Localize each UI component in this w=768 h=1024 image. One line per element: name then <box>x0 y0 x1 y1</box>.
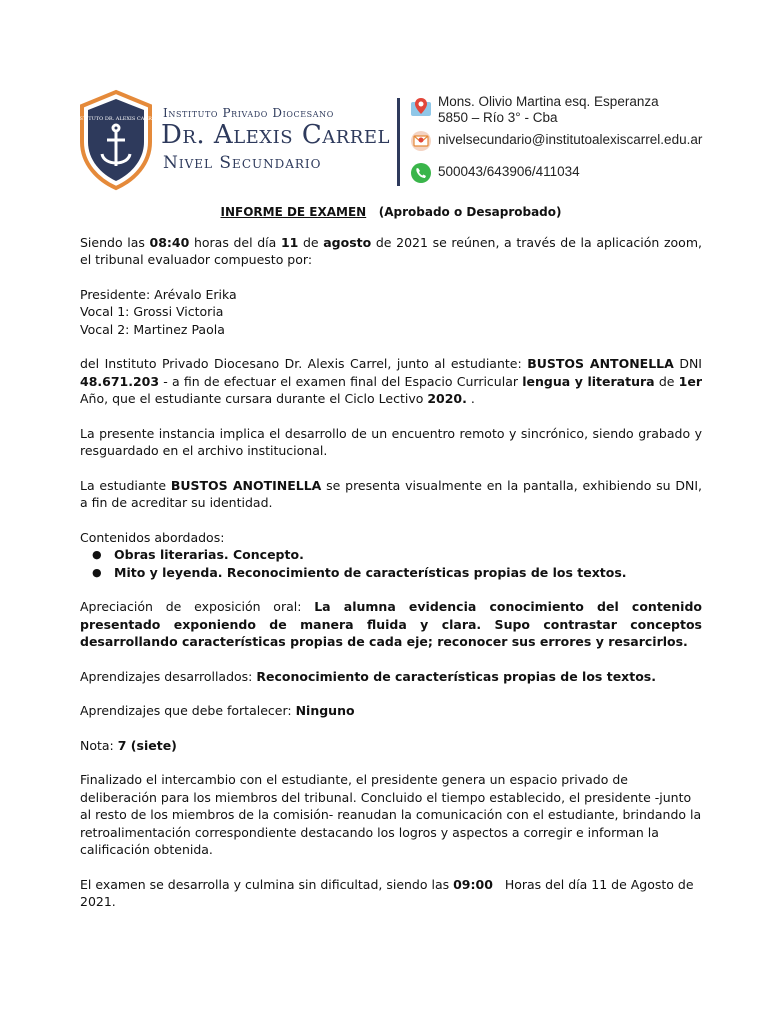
email-icon <box>410 130 432 152</box>
grade <box>80 737 702 755</box>
student-paragraph <box>80 355 702 408</box>
student-text-d: de <box>658 373 679 389</box>
phone-icon <box>410 162 432 184</box>
identity-paragraph <box>80 477 702 512</box>
closing-text-a: El examen se desarrolla y culmina sin dificultad, siendo las <box>80 876 454 892</box>
opening-text-b: horas del día <box>189 234 281 250</box>
report-title-main: INFORME DE EXAMEN <box>220 205 367 219</box>
opening-text-d: de 2021 se reúnen, a través de la aplicación zoom, el tribunal evaluador compuesto por: <box>80 234 702 267</box>
list-item <box>114 564 702 582</box>
institution-subtitle: Instituto Privado Diocesano <box>163 106 334 120</box>
contents-label: Contenidos abordados: <box>80 529 225 545</box>
student-name: BUSTOS ANTONELLA <box>527 356 674 371</box>
identity-text-b: se presenta visualmente en la pantalla, exhibiendo su DNI, a fin de acreditar su identidad. <box>80 477 702 510</box>
oral-text: La alumna evidencia conocimiento del contenido presentado exponiendo de manera fluida y clara. Supo contrastar conceptos desarrollando características propias de cada eje; reconocer sus errores y resarcirlos. <box>80 599 702 649</box>
institution-name: Dr. Alexis Carrel <box>161 120 390 150</box>
course-year: 1er <box>678 373 702 389</box>
student-text-f: . <box>466 391 475 406</box>
oral-assessment <box>80 598 702 651</box>
opening-text-c: de <box>302 234 324 250</box>
school-shield-logo <box>73 90 159 190</box>
tribunal-members <box>80 286 702 339</box>
content-item-1: Obras literarias. Concepto. <box>114 547 304 562</box>
identity-text-a: La estudiante <box>80 477 171 493</box>
student-text-e: Año, que el estudiante cursara durante el Ciclo Lectivo <box>80 391 428 406</box>
opening-text-a: Siendo las <box>80 234 150 250</box>
student-dni: 48.671.203 <box>80 373 160 389</box>
header-divider <box>397 98 400 186</box>
end-time: 09:00 <box>453 876 493 892</box>
student-text-c: - a fin de efectuar el examen final del Espacio Curricular <box>159 373 523 389</box>
grade-value: 7 (siete) <box>117 737 177 753</box>
student-text-a: del Instituto Privado Diocesano Dr. Alexis Carrel, junto al estudiante: <box>80 356 528 371</box>
subject-name: lengua y literatura <box>522 373 655 389</box>
oral-label: Apreciación de exposición oral: <box>80 599 315 614</box>
president: Presidente: Arévalo Erika <box>80 286 237 302</box>
exam-day: 11 <box>280 234 299 250</box>
institution-level: Nivel Secundario <box>163 153 322 173</box>
learn-label: Aprendizajes desarrollados: <box>80 668 257 684</box>
content-item-2: Mito y leyenda. Reconocimiento de características propias de los textos. <box>114 564 627 580</box>
contents-list <box>80 546 702 581</box>
map-pin-icon <box>410 96 432 118</box>
phone-numbers: 500043/643906/411034 <box>438 164 580 179</box>
list-item <box>114 546 702 564</box>
learning-to-strengthen <box>80 702 702 720</box>
closing-paragraph <box>80 876 702 911</box>
exam-report <box>80 204 702 928</box>
vocal-1: Vocal 1: Grossi Victoria <box>80 304 224 319</box>
email-text: nivelsecundario@institutoalexiscarrel.edu.ar <box>438 132 703 147</box>
strengthen-label: Aprendizajes que debe fortalecer: <box>80 703 296 718</box>
start-time: 08:40 <box>149 234 190 250</box>
deliberation-paragraph: Finalizado el intercambio con el estudiante, el presidente genera un espacio privado de deliberación para los miembros del tribunal. Concluido el tiempo establecido, el presidente -junto al resto de los miembros de la comisión- reanudan la comunicación con el estudiante, brindando la retroalimentación correspondiente destacando los logros y aspectos a corregir e informan la calificación obtenida. <box>80 772 702 857</box>
exam-month: agosto <box>323 234 372 250</box>
vocal-2: Vocal 2: Martinez Paola <box>80 321 225 337</box>
address-line-1: Mons. Olivio Martina esq. Esperanza <box>438 94 659 109</box>
school-cycle: 2020. <box>427 391 467 406</box>
learn-text: Reconocimiento de características propias de los textos. <box>256 668 656 684</box>
address-line-2: 5850 – Río 3° - Cba <box>438 110 558 125</box>
opening-paragraph <box>80 234 702 269</box>
logo-text: INSTITUTO DR. ALEXIS CARREL <box>73 116 159 122</box>
learning-developed <box>80 668 702 686</box>
closing-text-b: Horas del día 11 de Agosto de 2021. <box>80 876 694 909</box>
student-name-2: BUSTOS ANOTINELLA <box>170 477 322 493</box>
strengthen-text: Ninguno <box>295 703 355 718</box>
grade-label: Nota: <box>80 737 118 753</box>
report-title <box>80 204 702 222</box>
modality-paragraph: La presente instancia implica el desarrollo de un encuentro remoto y sincrónico, siendo grabado y resguardado en el archivo institucional. <box>80 425 702 458</box>
student-text-b: DNI <box>679 356 702 371</box>
report-title-suffix: (Aprobado o Desaprobado) <box>378 205 562 219</box>
letterhead <box>0 0 768 200</box>
